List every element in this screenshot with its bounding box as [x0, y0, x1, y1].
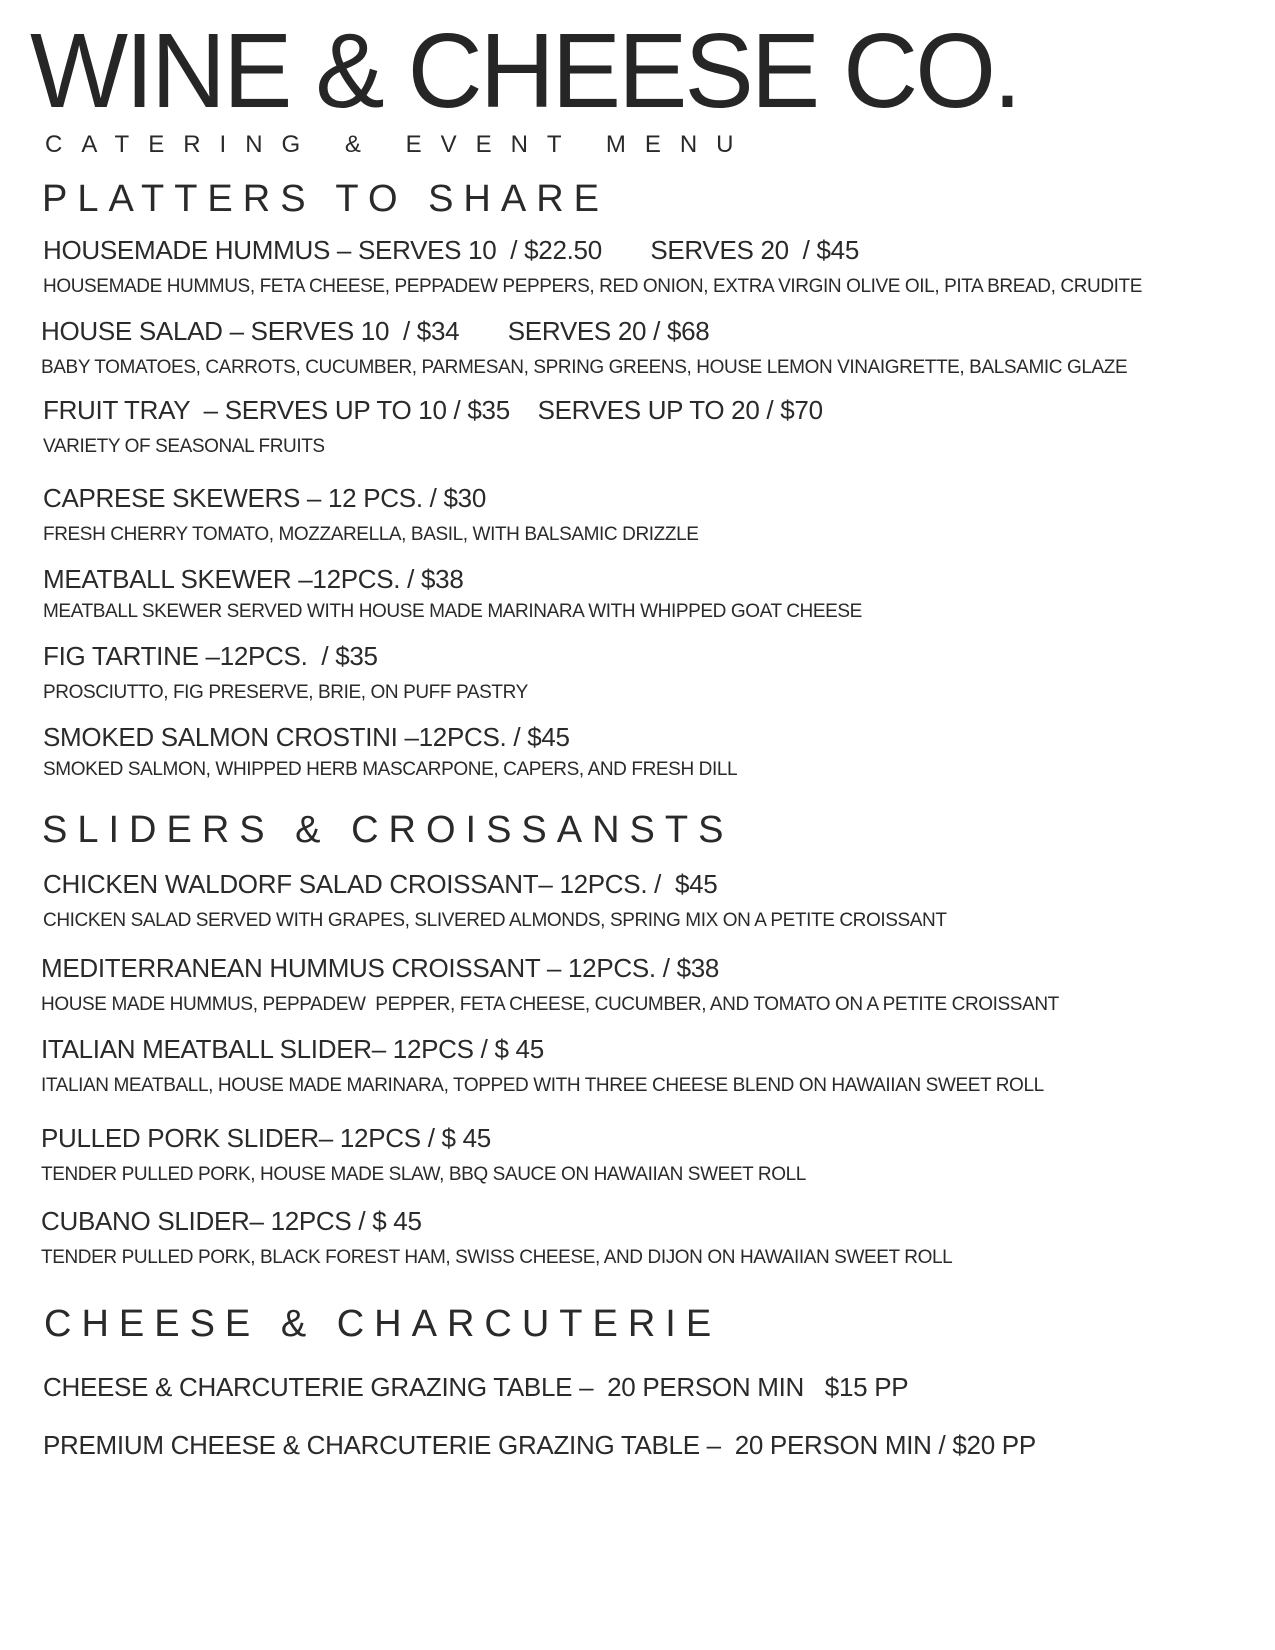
menu-item-title: HOUSE SALAD – SERVES 10 / $34 SERVES 20 / $68 — [41, 316, 710, 346]
menu-item-pulled-pork — [41, 1124, 1241, 1185]
menu-item-title: FRUIT TRAY – SERVES UP TO 10 / $35 SERVES UP TO 20 / $70 — [43, 395, 823, 425]
menu-item-title: MEDITERRANEAN HUMMUS CROISSANT – 12PCS. / $38 — [41, 953, 720, 983]
section-heading-platters: PLATTERS TO SHARE — [42, 178, 609, 220]
menu-item-mediterranean-hummus — [41, 954, 1241, 1015]
menu-item-title: CAPRESE SKEWERS – 12 PCS. / $30 — [43, 483, 486, 513]
menu-item-house-salad — [41, 317, 1241, 378]
section-heading-sliders: SLIDERS & CROISSANSTS — [42, 809, 734, 851]
menu-item-description: TENDER PULLED PORK, BLACK FOREST HAM, SWISS CHEESE, AND DIJON ON HAWAIIAN SWEET ROLL — [41, 1246, 953, 1268]
menu-item-italian-meatball — [41, 1035, 1241, 1096]
menu-item-title: ITALIAN MEATBALL SLIDER– 12PCS / $ 45 — [41, 1034, 544, 1064]
menu-item-description: TENDER PULLED PORK, HOUSE MADE SLAW, BBQ SAUCE ON HAWAIIAN SWEET ROLL — [41, 1163, 806, 1185]
menu-item-title: MEATBALL SKEWER –12PCS. / $38 — [43, 564, 464, 594]
menu-item-fig-tartine — [43, 642, 1243, 703]
menu-item-description: BABY TOMATOES, CARROTS, CUCUMBER, PARMESAN, SPRING GREENS, HOUSE LEMON VINAIGRETTE, BALSAMIC GLAZE — [41, 356, 1128, 378]
menu-item-description: FRESH CHERRY TOMATO, MOZZARELLA, BASIL, WITH BALSAMIC DRIZZLE — [43, 523, 699, 545]
menu-item-meatball-skewer — [43, 565, 1243, 622]
menu-item-title: SMOKED SALMON CROSTINI –12PCS. / $45 — [43, 722, 570, 752]
menu-item-title: HOUSEMADE HUMMUS – SERVES 10 / $22.50 SERVES 20 / $45 — [43, 235, 859, 265]
menu-item-cubano — [41, 1207, 1241, 1268]
section-heading-cheese: CHEESE & CHARCUTERIE — [44, 1303, 722, 1345]
brand-title: WINE & CHEESE CO. — [30, 12, 1019, 130]
menu-item-chicken-waldorf — [43, 870, 1243, 931]
menu-item-title: FIG TARTINE –12PCS. / $35 — [43, 641, 378, 671]
menu-item-description: VARIETY OF SEASONAL FRUITS — [43, 435, 325, 457]
menu-subtitle: CATERING & EVENT MENU — [45, 131, 753, 158]
menu-item-description: ITALIAN MEATBALL, HOUSE MADE MARINARA, TOPPED WITH THREE CHEESE BLEND ON HAWAIIAN SWEET ROLL — [41, 1074, 1044, 1096]
menu-item-description: HOUSEMADE HUMMUS, FETA CHEESE, PEPPADEW PEPPERS, RED ONION, EXTRA VIRGIN OLIVE OIL, PITA BREAD, CRUDITE — [43, 275, 1143, 297]
menu-item-description: SMOKED SALMON, WHIPPED HERB MASCARPONE, CAPERS, AND FRESH DILL — [43, 758, 738, 780]
menu-item-caprese-skewers — [43, 484, 1243, 545]
menu-item-description: MEATBALL SKEWER SERVED WITH HOUSE MADE MARINARA WITH WHIPPED GOAT CHEESE — [43, 600, 862, 622]
menu-item-title: PULLED PORK SLIDER– 12PCS / $ 45 — [41, 1123, 491, 1153]
menu-item-title: CHICKEN WALDORF SALAD CROISSANT– 12PCS. / $45 — [43, 869, 718, 899]
menu-item-grazing-table: CHEESE & CHARCUTERIE GRAZING TABLE – 20 PERSON MIN $15 PP — [43, 1372, 909, 1402]
menu-item-title: CUBANO SLIDER– 12PCS / $ 45 — [41, 1206, 422, 1236]
menu-item-fruit-tray — [43, 396, 1243, 457]
menu-item-description: HOUSE MADE HUMMUS, PEPPADEW PEPPER, FETA CHEESE, CUCUMBER, AND TOMATO ON A PETITE CROISSANT — [41, 993, 1059, 1015]
menu-item-description: PROSCIUTTO, FIG PRESERVE, BRIE, ON PUFF PASTRY — [43, 681, 528, 703]
menu-item-housemade-hummus — [43, 236, 1243, 297]
menu-item-smoked-salmon-crostini — [43, 723, 1243, 780]
menu-item-description: CHICKEN SALAD SERVED WITH GRAPES, SLIVERED ALMONDS, SPRING MIX ON A PETITE CROISSANT — [43, 909, 947, 931]
menu-item-premium-grazing-table: PREMIUM CHEESE & CHARCUTERIE GRAZING TABLE – 20 PERSON MIN / $20 PP — [43, 1430, 1036, 1460]
